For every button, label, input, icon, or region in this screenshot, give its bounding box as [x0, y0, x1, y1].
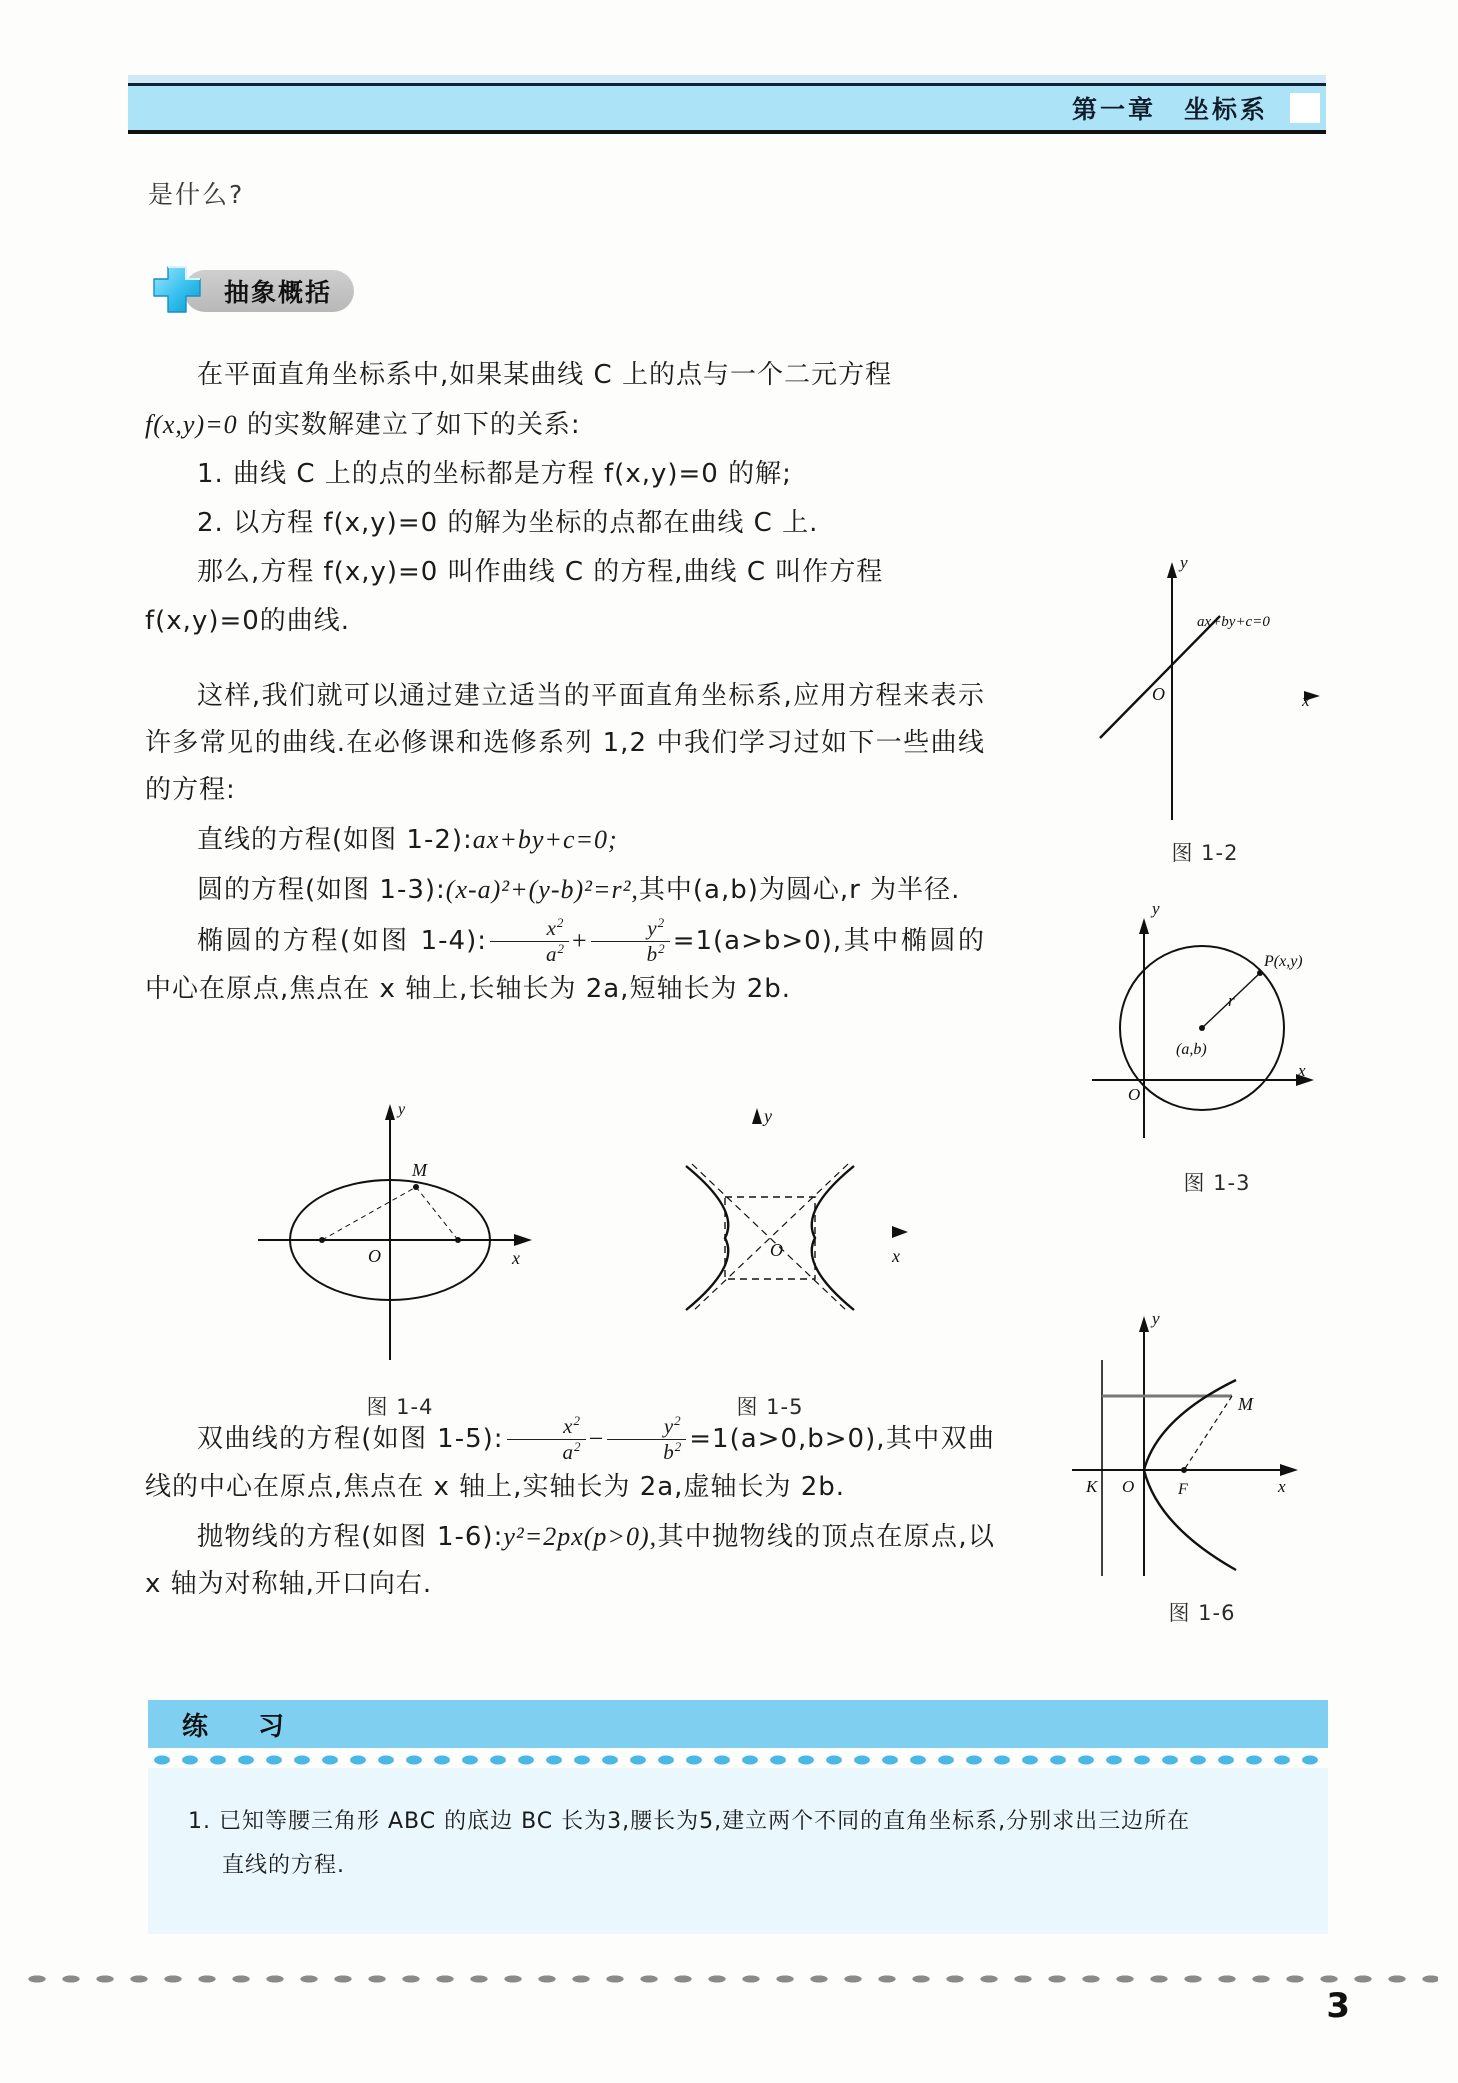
section-badge [148, 258, 354, 324]
body-text-column-2 [145, 1414, 995, 1610]
circle-equation-paragraph [145, 866, 985, 914]
svg-text:M: M [1238, 1394, 1253, 1414]
figure-1-5 [620, 1092, 920, 1421]
hyperbola-equation-tail: =1(a>0,b>0),其中双曲线的中心在原点,焦点在 x 轴上,实轴长为 2a,虚轴长为 2b. [145, 1423, 995, 1503]
page-number: 3 [1326, 1986, 1350, 2026]
definition-intro-line2 [145, 401, 985, 449]
figure-1-3 [1092, 888, 1342, 1197]
plus-sign: + [572, 925, 588, 955]
figure-1-2-caption: 图 1-2 [1171, 841, 1239, 865]
definition-conclusion-line2: f(x,y)=0的曲线. [145, 606, 351, 636]
definition-item-1: 1. 曲线 C 上的点的坐标都是方程 f(x,y)=0 的解; [197, 459, 792, 489]
square-chip-icon [1290, 93, 1320, 123]
definition-conclusion-line1: 那么,方程 f(x,y)=0 叫作曲线 C 的方程,曲线 C 叫作方程 [197, 557, 884, 587]
svg-text:O: O [368, 1246, 381, 1266]
svg-text:y: y [764, 1106, 772, 1126]
hyperbola-term-y: $\frac{y^2}{b^2}$ [607, 1414, 686, 1464]
page-title: 第一章 坐标系 [1071, 95, 1268, 124]
svg-text:P(x,y): P(x,y) [1264, 953, 1303, 970]
hyperbola-equation-label: 双曲线的方程(如图 1-5): [197, 1423, 504, 1454]
figure-1-2 [1080, 548, 1330, 867]
svg-text:O: O [1152, 684, 1165, 704]
figure-1-5-caption: 图 1-5 [736, 1395, 804, 1419]
line-equation-formula: ax+by+c=0; [472, 825, 618, 854]
ellipse-equation-label: 椭圆的方程(如图 1-4): [197, 925, 487, 956]
definition-intro-tail: 的实数解建立了如下的关系: [237, 410, 581, 440]
svg-text:x: x [892, 1246, 900, 1266]
exercise-item-1 [188, 1800, 1288, 1888]
ellipse-equation-paragraph [145, 916, 985, 1013]
svg-text:F: F [1178, 1481, 1188, 1498]
parabola-equation-tail: 其中抛物线的顶点在原点,以 x 轴为对称轴,开口向右. [145, 1522, 996, 1600]
definition-intro-line1: 在平面直角坐标系中,如果某曲线 C 上的点与一个二元方程 [197, 360, 892, 390]
circle-equation-formula: (x-a)²+(y-b)²=r², [445, 875, 639, 904]
svg-text:y: y [1152, 1309, 1160, 1328]
svg-text:r: r [1228, 991, 1235, 1010]
figure-1-3-caption: 图 1-3 [1183, 1171, 1251, 1195]
figure-1-4 [250, 1092, 550, 1421]
blue-cross-3d-icon [148, 262, 206, 320]
exercise-header [148, 1700, 1328, 1748]
svg-text:x: x [1278, 1477, 1286, 1496]
svg-text:x: x [1302, 691, 1310, 710]
section-badge-label: 抽象概括 [224, 278, 333, 307]
exercise-dot-divider [148, 1752, 1328, 1768]
svg-text:O: O [770, 1240, 783, 1260]
minus-sign: − [588, 1423, 605, 1453]
exercise-item-line1: 已知等腰三角形 ABC 的底边 BC 长为3,腰长为5,建立两个不同的直角坐标系,分别求出三边所在 [219, 1809, 1191, 1834]
ellipse-equation-tail: =1(a>b>0),其中椭圆的中心在原点,焦点在 x 轴上,长轴长为 2a,短轴长为 2b. [145, 925, 986, 1005]
ellipse-term-y: $\frac{y^2}{b^2}$ [591, 916, 670, 966]
exercise-body [148, 1768, 1328, 1934]
circle-equation-label: 圆的方程(如图 1-3): [197, 875, 446, 905]
footer-dot-divider [20, 1972, 1438, 1986]
svg-text:y: y [1180, 553, 1188, 572]
circle-equation-tail: 其中(a,b)为圆心,r 为半径. [638, 875, 961, 905]
svg-text:y: y [398, 1101, 406, 1118]
svg-text:x: x [1298, 1061, 1306, 1080]
figure-1-4-caption: 图 1-4 [366, 1395, 434, 1419]
svg-text:x: x [512, 1248, 520, 1268]
line-equation-label: 直线的方程(如图 1-2): [197, 825, 473, 855]
section-badge-pill [184, 270, 354, 312]
svg-text:(a,b): (a,b) [1176, 1041, 1207, 1058]
continuation-text: 是什么? [148, 180, 245, 209]
figure-1-6-caption: 图 1-6 [1168, 1601, 1236, 1625]
parabola-equation-paragraph [145, 1513, 995, 1608]
chapter-header-bar [128, 82, 1326, 134]
svg-text:ax+by+c=0: ax+by+c=0 [1197, 614, 1270, 630]
svg-text:O: O [1122, 1477, 1135, 1496]
svg-text:O: O [1128, 1085, 1141, 1104]
line-equation-paragraph [145, 816, 985, 864]
hyperbola-equation-paragraph [145, 1414, 995, 1511]
definition-item-2: 2. 以方程 f(x,y)=0 的解为坐标的点都在曲线 C 上. [197, 508, 819, 538]
body-text-column [145, 352, 985, 1015]
svg-text:K: K [1086, 1477, 1098, 1496]
svg-text:y: y [1152, 899, 1160, 918]
curve-equations-intro: 这样,我们就可以通过建立适当的平面直角坐标系,应用方程来表示许多常见的曲线.在必修课和选修系列 1,2 中我们学习过如下一些曲线的方程: [145, 681, 985, 805]
svg-text:M: M [412, 1160, 427, 1180]
parabola-equation-label: 抛物线的方程(如图 1-6): [197, 1522, 504, 1553]
exercise-item-number: 1. [188, 1809, 211, 1834]
exercise-title: 练 习 [182, 1711, 297, 1742]
ellipse-term-x: $\frac{x^2}{a^2}$ [490, 916, 569, 966]
equation-inline: f(x,y)=0 [145, 410, 238, 439]
figure-1-6 [1072, 1288, 1332, 1627]
exercise-item-line2: 直线的方程. [222, 1853, 345, 1878]
hyperbola-term-x: $\frac{x^2}{a^2}$ [507, 1414, 586, 1464]
parabola-equation-formula: y²=2px(p>0), [503, 1522, 658, 1552]
exercise-section [148, 1700, 1328, 1934]
